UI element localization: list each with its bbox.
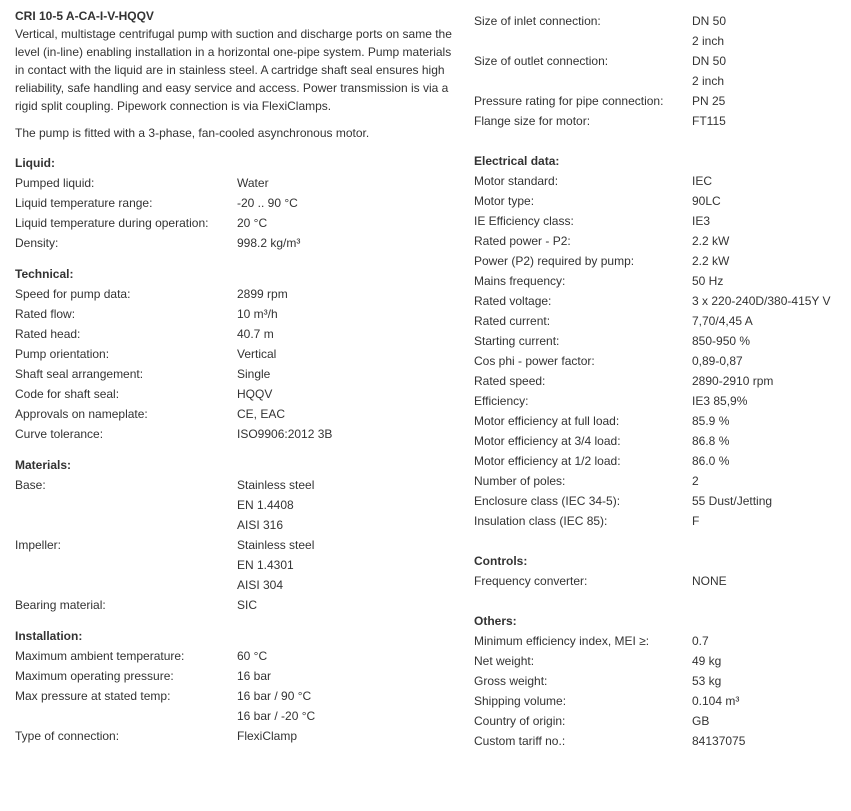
spec-value: 90LC [692,194,721,208]
spec-row [474,571,849,591]
spec-value: 49 kg [692,654,722,668]
spec-label: Bearing material: [15,598,106,612]
spec-row [474,211,849,231]
spec-value: Vertical [237,347,277,361]
spec-label: Approvals on nameplate: [15,407,148,421]
spec-values [237,344,460,364]
spec-value: EN 1.4301 [237,558,294,572]
spec-row [474,251,849,271]
spec-values [237,324,460,344]
spec-value: GB [692,714,710,728]
spec-value: CE, EAC [237,407,286,421]
spec-row [474,271,849,291]
spec-row [474,691,849,711]
spec-label: Pumped liquid: [15,176,95,190]
spec-values [237,193,460,213]
spec-row [15,475,460,535]
spec-value: 998.2 kg/m³ [237,236,301,250]
spec-label: Density: [15,236,59,250]
spec-values [692,51,849,91]
spec-label: Max pressure at stated temp: [15,689,171,703]
spec-rows [15,646,460,746]
installation-section [15,626,460,746]
spec-value: 55 Dust/Jetting [692,494,773,508]
spec-value: 86.8 % [692,434,730,448]
controls-section [474,551,849,591]
spec-values [692,471,849,491]
spec-value: 40.7 m [237,327,274,341]
connections-section [474,11,849,131]
spec-value: EN 1.4408 [237,498,294,512]
spec-values [237,284,460,304]
spec-value: 50 Hz [692,274,724,288]
spec-value: NONE [692,574,727,588]
spec-row [474,91,849,111]
spec-value: 2 [692,474,699,488]
spec-label: Rated current: [474,314,551,328]
spec-value: FT115 [692,114,726,128]
spec-values [237,364,460,384]
spec-row [474,631,849,651]
spec-label: Rated flow: [15,307,76,321]
spec-row [474,11,849,51]
spec-row [15,284,460,304]
spec-values [237,686,460,726]
spec-value: 850-950 % [692,334,751,348]
right-column [474,7,849,751]
spec-row [474,291,849,311]
spec-values [237,173,460,193]
spec-label: Number of poles: [474,474,566,488]
spec-label: Custom tariff no.: [474,734,566,748]
spec-row [474,671,849,691]
spec-values [692,311,849,331]
spec-values [237,213,460,233]
spec-values [692,511,849,531]
spec-rows [15,284,460,444]
spec-values [692,411,849,431]
spec-label: Motor efficiency at 3/4 load: [474,434,621,448]
spec-values [692,651,849,671]
spec-label: Motor efficiency at full load: [474,414,620,428]
spec-label: Size of inlet connection: [474,14,601,28]
spec-value: 3 x 220-240D/380-415Y V [692,294,831,308]
spec-value: PN 25 [692,94,726,108]
electrical-section [474,151,849,531]
spec-label: Country of origin: [474,714,566,728]
section-heading: Electrical data: [474,154,560,168]
spec-row [15,646,460,666]
spec-values [692,451,849,471]
spec-label: Shaft seal arrangement: [15,367,144,381]
spec-rows [474,171,849,531]
spec-value: 2.2 kW [692,234,730,248]
motor-note: The pump is fitted with a 3-phase, fan-cooled asynchronous motor. [15,126,370,140]
spec-label: Speed for pump data: [15,287,131,301]
spec-row [15,193,460,213]
spec-row [474,431,849,451]
spec-label: Shipping volume: [474,694,567,708]
spec-row [474,391,849,411]
spec-label: Rated head: [15,327,81,341]
spec-values [692,171,849,191]
spec-values [692,571,849,591]
spec-values [692,671,849,691]
spec-value: F [692,514,700,528]
spec-row [474,331,849,351]
spec-label: Rated voltage: [474,294,552,308]
spec-values [692,231,849,251]
spec-values [692,371,849,391]
spec-label: Cos phi - power factor: [474,354,595,368]
spec-label: Power (P2) required by pump: [474,254,635,268]
spec-label: Motor type: [474,194,535,208]
spec-label: Curve tolerance: [15,427,104,441]
spec-label: Rated speed: [474,374,546,388]
spec-value: Stainless steel [237,538,315,552]
spec-value: 10 m³/h [237,307,278,321]
spec-label: Liquid temperature during operation: [15,216,209,230]
spec-label: Size of outlet connection: [474,54,609,68]
others-section [474,611,849,751]
spec-values [692,291,849,311]
spec-value: -20 .. 90 °C [237,196,298,210]
spec-row [474,111,849,131]
spec-row [15,404,460,424]
spec-values [692,331,849,351]
spec-label: Frequency converter: [474,574,588,588]
spec-values [692,251,849,271]
spec-values [692,491,849,511]
spec-values [692,211,849,231]
spec-label: Pressure rating for pipe connection: [474,94,664,108]
spec-row [15,686,460,726]
spec-row [474,711,849,731]
spec-row [15,364,460,384]
product-description: Vertical, multistage centrifugal pump with suction and discharge ports on same the level (in-line) enabling installation in a horizontal one-pipe system. Pump materials in contact with the liquid are in stainless steel. A cartridge shaft seal ensures high reliability, safe handling and easy service and access. Power transmission is via a rigid split coupling. Pipework connection is via FlexiClamps. [15,27,452,113]
spec-values [237,233,460,253]
section-heading: Controls: [474,554,528,568]
spec-values [237,646,460,666]
spec-values [237,726,460,746]
spec-label: Gross weight: [474,674,548,688]
spec-value: DN 50 [692,54,727,68]
spec-label: IE Efficiency class: [474,214,574,228]
spec-row [15,595,460,615]
spec-values [692,711,849,731]
spec-rows [15,475,460,615]
spec-label: Mains frequency: [474,274,566,288]
spec-label: Maximum ambient temperature: [15,649,185,663]
spec-rows [474,11,849,131]
spec-values [692,11,849,51]
spec-row [474,651,849,671]
spec-label: Liquid temperature range: [15,196,153,210]
spec-values [692,191,849,211]
left-column [15,7,460,746]
spec-row [15,384,460,404]
spec-row [15,233,460,253]
spec-value: 2.2 kW [692,254,730,268]
spec-row [474,451,849,471]
spec-values [237,666,460,686]
technical-section [15,264,460,444]
spec-label: Type of connection: [15,729,120,743]
spec-row [474,51,849,91]
section-heading: Technical: [15,267,74,281]
spec-row [15,304,460,324]
spec-row [474,731,849,751]
spec-values [237,595,460,615]
spec-value: 60 °C [237,649,268,663]
spec-row [474,371,849,391]
spec-row [474,311,849,331]
spec-values [237,304,460,324]
section-heading: Installation: [15,629,83,643]
spec-value: DN 50 [692,14,727,28]
spec-value: 0,89-0,87 [692,354,743,368]
spec-value: 2 inch [692,34,725,48]
spec-row [474,511,849,531]
spec-value: 16 bar [237,669,272,683]
spec-label: Rated power - P2: [474,234,571,248]
spec-label: Enclosure class (IEC 34-5): [474,494,621,508]
spec-row [15,666,460,686]
spec-values [237,384,460,404]
spec-label: Code for shaft seal: [15,387,120,401]
spec-rows [474,631,849,751]
spec-row [15,535,460,595]
spec-label: Maximum operating pressure: [15,669,174,683]
spec-label: Starting current: [474,334,560,348]
spec-value: Water [237,176,269,190]
spec-value: AISI 304 [237,578,284,592]
spec-label: Insulation class (IEC 85): [474,514,608,528]
spec-values [237,475,460,535]
spec-values [692,731,849,751]
section-heading: Others: [474,614,517,628]
spec-row [474,411,849,431]
spec-value: ISO9906:2012 3B [237,427,333,441]
spec-value: 85.9 % [692,414,730,428]
spec-row [15,173,460,193]
spec-value: 0.7 [692,634,709,648]
spec-value: 2 inch [692,74,725,88]
spec-label: Flange size for motor: [474,114,591,128]
spec-label: Pump orientation: [15,347,110,361]
spec-values [237,404,460,424]
spec-value: AISI 316 [237,518,284,532]
spec-row [474,471,849,491]
spec-rows [15,173,460,253]
section-heading: Materials: [15,458,72,472]
spec-values [692,111,849,131]
spec-value: 2899 rpm [237,287,288,301]
spec-value: IE3 85,9% [692,394,748,408]
spec-values [692,271,849,291]
spec-label: Net weight: [474,654,535,668]
liquid-section [15,153,460,253]
spec-values [237,535,460,595]
spec-label: Impeller: [15,538,62,552]
spec-value: 16 bar / -20 °C [237,709,316,723]
section-heading: Liquid: [15,156,55,170]
spec-value: 53 kg [692,674,722,688]
spec-value: FlexiClamp [237,729,298,743]
spec-row [474,171,849,191]
spec-label: Efficiency: [474,394,529,408]
spec-row [15,344,460,364]
spec-value: 86.0 % [692,454,730,468]
spec-row [15,213,460,233]
spec-label: Motor standard: [474,174,559,188]
spec-values [692,351,849,371]
spec-row [474,351,849,371]
spec-value: 2890-2910 rpm [692,374,774,388]
spec-values [692,91,849,111]
spec-value: IEC [692,174,713,188]
spec-values [692,691,849,711]
spec-value: IE3 [692,214,711,228]
spec-label: Base: [15,478,46,492]
product-title: CRI 10-5 A-CA-I-V-HQQV [15,9,154,23]
spec-label: Motor efficiency at 1/2 load: [474,454,621,468]
spec-value: SIC [237,598,258,612]
spec-values [237,424,460,444]
spec-value: 84137075 [692,734,746,748]
spec-value: Stainless steel [237,478,315,492]
spec-row [474,491,849,511]
spec-value: Single [237,367,271,381]
spec-row [474,191,849,211]
spec-row [15,726,460,746]
spec-values [692,431,849,451]
spec-row [15,424,460,444]
spec-values [692,391,849,411]
spec-value: HQQV [237,387,273,401]
materials-section [15,455,460,615]
spec-row [474,231,849,251]
spec-value: 20 °C [237,216,268,230]
spec-value: 0.104 m³ [692,694,740,708]
spec-values [692,631,849,651]
spec-label: Minimum efficiency index, MEI ≥: [474,634,650,648]
spec-value: 16 bar / 90 °C [237,689,312,703]
spec-row [15,324,460,344]
spec-rows [474,571,849,591]
spec-value: 7,70/4,45 A [692,314,753,328]
